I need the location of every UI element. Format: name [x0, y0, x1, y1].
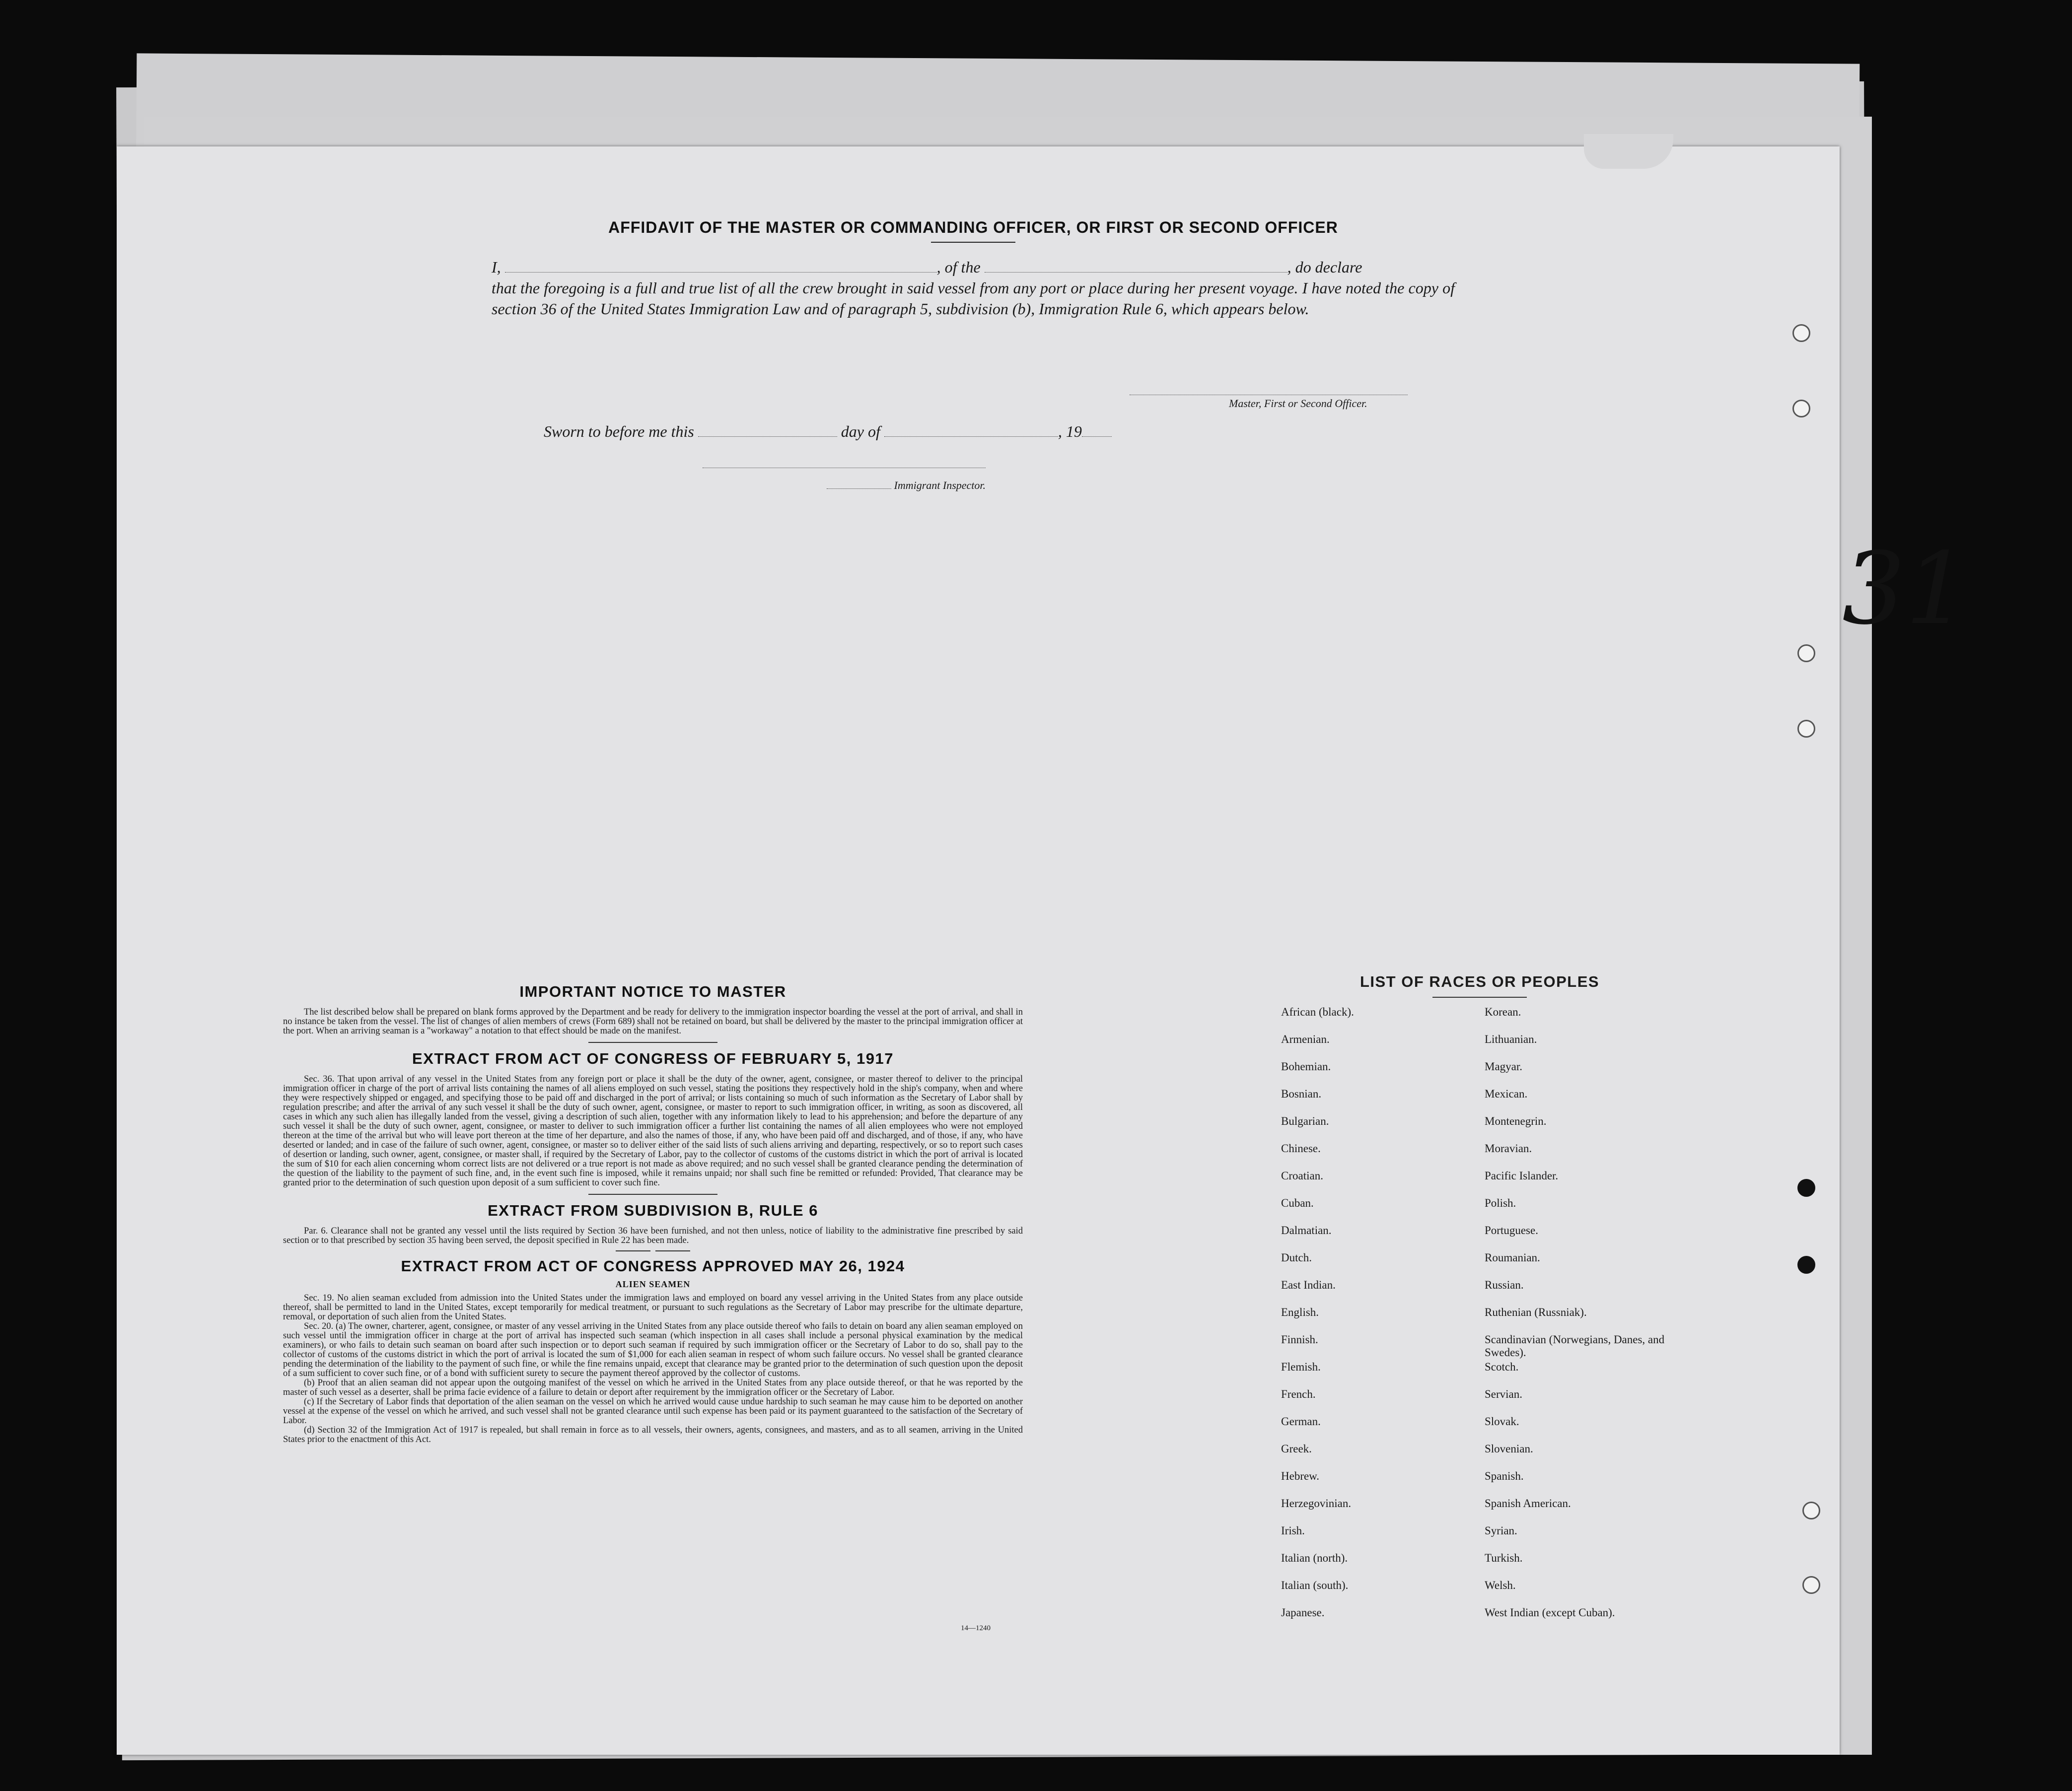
race-item: Italian (north).	[1281, 1552, 1348, 1564]
punch-hole	[1797, 644, 1815, 662]
year-blank[interactable]	[1082, 425, 1112, 437]
alien-seamen-subtitle: ALIEN SEAMEN	[615, 1279, 691, 1289]
race-item: English.	[1281, 1306, 1319, 1318]
punch-hole	[1792, 324, 1810, 342]
race-item: Chinese.	[1281, 1142, 1321, 1155]
sworn-label: Sworn to before me this	[544, 422, 694, 440]
sec20d-text: (d) Section 32 of the Immigration Act of 1917 is repealed, but shall remain in force as to all vessels, their owners, agents, consignees, and masters, and as to all seamen, arriving in the United States prior to the enactment of this Act.	[283, 1425, 1023, 1445]
race-item: Spanish.	[1485, 1470, 1524, 1482]
punch-hole	[1802, 1502, 1820, 1519]
sworn-line	[544, 421, 1189, 442]
race-item: Russian.	[1485, 1279, 1524, 1291]
notice-section	[283, 983, 1023, 1445]
race-item: Finnish.	[1281, 1333, 1318, 1346]
race-item: Scotch.	[1485, 1361, 1519, 1373]
divider	[931, 242, 1015, 243]
extract-1924-title: EXTRACT FROM ACT OF CONGRESS APPROVED MAY 26, 1924	[401, 1257, 905, 1275]
sec20c-text: (c) If the Secretary of Labor finds that deportation of the alien seaman on the vessel on which he arrived would cause undue hardship to such seaman he may cause him to be deported on another vessel at the expense of the vessel on which he arrived, and such vessel shall not be granted clearance until such expense has been paid or its payment guaranteed to the satisfaction of the Secretary of Labor.	[283, 1397, 1023, 1426]
sec20b-text: (b) Proof that an alien seaman did not appear upon the outgoing manifest of the vessel on which he arrived in the United States from any place outside thereof, or that he was reported by the master of such vessel as a deserter, shall be prima facie evidence of a failure to detain or deport after requirement by the immigration officer or the Secretary of Labor.	[283, 1378, 1023, 1397]
race-item: Ruthenian (Russniak).	[1485, 1306, 1587, 1318]
race-item: Pacific Islander.	[1485, 1170, 1559, 1182]
day-blank[interactable]	[698, 425, 837, 437]
punch-hole	[1797, 720, 1815, 738]
notice-text: The list described below shall be prepared on blank forms approved by the Department and be ready for delivery to the immigration inspector boarding the vessel at the port of arrival, and shall in no instance be taken from the vessel. The list of changes of alien members of crews (Form 689) shall not be retained on board, but shall be delivered by the master to the principal immigration officer at the port. When an arriving seaman is a "workaway" a notation to that effect should be made on the manifest.	[283, 1007, 1023, 1036]
race-item: Mexican.	[1485, 1088, 1528, 1100]
punch-hole	[1797, 1179, 1815, 1197]
race-item: Dutch.	[1281, 1251, 1312, 1264]
race-item: Portuguese.	[1485, 1224, 1538, 1237]
affidavit-section	[492, 218, 1455, 319]
race-item: Greek.	[1281, 1443, 1312, 1455]
race-item: Hebrew.	[1281, 1470, 1320, 1482]
divider	[283, 1250, 1023, 1251]
punch-hole	[1797, 1256, 1815, 1274]
race-item: Polish.	[1485, 1197, 1516, 1209]
race-item: Herzegovinian.	[1281, 1497, 1352, 1510]
extract-rule6-title: EXTRACT FROM SUBDIVISION B, RULE 6	[488, 1202, 818, 1219]
affidavit-title: AFFIDAVIT OF THE MASTER OR COMMANDING OFFICER, OR FIRST OR SECOND OFFICER	[608, 218, 1338, 236]
races-section	[1281, 973, 1678, 1619]
month-blank[interactable]	[884, 425, 1058, 437]
day-of-label: day of	[841, 422, 880, 440]
race-item: German.	[1281, 1415, 1321, 1428]
inspector-blank[interactable]	[827, 482, 891, 489]
extract-1917-text: Sec. 36. That upon arrival of any vessel in the United States from any foreign port or place it shall be the duty of the owner, agent, consignee, or master thereof to deliver to the principal immigration officer in charge of the port of arrival lists containing the names of all aliens employed on such vessel, stating the positions they respectively hold in the ship's company, when and where they were respectively shipped or engaged, and specifying those to be paid off and discharged in the port of arrival; or lists containing so much of such information as the Secretary of Labor shall by regulation prescribe; and after the arrival of any such vessel it shall be the duty of such owner, agent, consignee, or master to report to such immigration officer, in writing, as soon as discovered, all cases in which any such alien has illegally landed from the vessel, giving a description of such alien, together with any information likely to lead to his apprehension; and before the departure of any such vessel it shall be the duty of such owner, agent, consignee, or master to deliver to such immigration officer a further list containing the names of all alien employees who were not employed thereon at the time of the arrival but who will leave port thereon at the time of her departure, and also the names of those, if any, who have been paid off and discharged, and of those, if any, who have deserted or landed; and in case of the failure of such owner, agent, consignee, or master so to deliver either of the said lists of such aliens arriving and departing, respectively, or so to report such cases of desertion or landing, such owner, agent, consignee, or master shall, if required by the Secretary of Labor, pay to the collector of customs of the customs district in which the port of arrival is located the sum of $10 for each alien concerning whom correct lists are not delivered or a true report is not made as above required; and no such vessel shall be granted clearance pending the determination of the question of the liability to the payment of such fine, and, in the event such fine is imposed, while it remains unpaid; nor shall such fine be remitted or refunded: Provided, That clearance may be granted prior to the determination of such question upon deposit of a sum sufficient to cover such fine.	[283, 1074, 1023, 1188]
declaration-body: that the foregoing is a full and true list of all the crew brought in said vessel from any port or place during her present voyage. I have noted the copy of section 36 of the United States Immigration Law and of paragraph 5, subdivision (b), Immigration Rule 6, which appears below.	[492, 279, 1455, 318]
race-item: Dalmatian.	[1281, 1224, 1332, 1237]
master-signature-label: Master, First or Second Officer.	[1229, 397, 1367, 410]
race-item: Spanish American.	[1485, 1497, 1571, 1510]
race-item: Slovak.	[1485, 1415, 1519, 1428]
races-title: LIST OF RACES OR PEOPLES	[1359, 973, 1600, 990]
race-item: Korean.	[1485, 1006, 1521, 1018]
race-item: Turkish.	[1485, 1552, 1523, 1564]
race-item: Slovenian.	[1485, 1443, 1533, 1455]
torn-corner	[1584, 134, 1673, 169]
race-item: Bohemian.	[1281, 1060, 1331, 1073]
race-item: Scandinavian (Norwegians, Danes, and Swedes).	[1485, 1333, 1665, 1359]
form-number: 14—1240	[961, 1624, 991, 1632]
extract-1917-title: EXTRACT FROM ACT OF CONGRESS OF FEBRUARY 5, 1917	[412, 1050, 894, 1067]
race-item: East Indian.	[1281, 1279, 1336, 1291]
sec19-text: Sec. 19. No alien seaman excluded from admission into the United States under the immigration laws and employed on board any vessel arriving in the United States from any place outside thereof, shall be permitted to land in the United States, except temporarily for medical treatment, or pursuant to such regulations as the Secretary of Labor may prescribe for the ultimate departure, removal, or deportation of such alien from the United States.	[283, 1293, 1023, 1322]
notice-title: IMPORTANT NOTICE TO MASTER	[519, 983, 786, 1000]
race-item: Lithuanian.	[1485, 1033, 1537, 1045]
declaration-line	[492, 257, 1455, 277]
inspector-text: Immigrant Inspector.	[894, 479, 986, 491]
declaration-end: , do declare	[1287, 258, 1362, 276]
race-item: African (black).	[1281, 1006, 1354, 1018]
punch-hole	[1802, 1576, 1820, 1594]
race-item: Syrian.	[1485, 1524, 1517, 1537]
handwritten-number: 31	[1842, 531, 1969, 647]
punch-hole	[1792, 400, 1810, 417]
name-blank[interactable]	[505, 261, 937, 273]
race-item: Cuban.	[1281, 1197, 1314, 1209]
races-right-column	[1485, 1006, 1693, 1634]
divider	[588, 1042, 717, 1043]
race-item: Moravian.	[1485, 1142, 1532, 1155]
race-item: Bosnian.	[1281, 1088, 1322, 1100]
race-item: Montenegrin.	[1485, 1115, 1547, 1127]
divider	[588, 1194, 717, 1195]
year-label: , 19	[1058, 422, 1082, 440]
race-item: Japanese.	[1281, 1606, 1325, 1619]
extract-rule6-text: Par. 6. Clearance shall not be granted any vessel until the lists required by Section 36 have been furnished, and not then unless, notice of liability to the administrative fine prescribed by said section or to that prescribed by section 35 having been served, the deposit specified in Rule 22 has been made.	[283, 1226, 1023, 1245]
sec20a-text: Sec. 20. (a) The owner, charterer, agent, consignee, or master of any vessel arriving in the United States from any place outside thereof who fails to detain on board any alien seaman employed on such vessel until the immigration officer in charge at the port of arrival has inspected such seaman (which inspection in all cases shall include a personal physical examination by the medical examiners), or who fails to detain such seaman on board after such inspection or to deport such seaman if required by such immigration officer or the Secretary of Labor to do so, shall pay to the collector of customs of the customs district in which the port of arrival is located the sum of $1,000 for each alien seaman in respect of whom such failure occurs. No vessel shall be granted clearance pending the determination of the liability to the payment of such fine, or while the fine remains unpaid, except that clearance may be granted prior to the determination of such question upon the deposit of a sum sufficient to cover such fine, or of a bond with sufficient surety to secure the payment thereof approved by the collector of customs.	[283, 1321, 1023, 1378]
race-item: West Indian (except Cuban).	[1485, 1606, 1615, 1619]
divider	[1432, 997, 1527, 998]
race-item: French.	[1281, 1388, 1316, 1400]
race-item: Roumanian.	[1485, 1251, 1540, 1264]
race-item: Armenian.	[1281, 1033, 1330, 1045]
race-item: Croatian.	[1281, 1170, 1323, 1182]
race-item: Bulgarian.	[1281, 1115, 1329, 1127]
race-item: Welsh.	[1485, 1579, 1516, 1591]
inspector-label	[827, 479, 986, 492]
race-item: Irish.	[1281, 1524, 1305, 1537]
races-left-column	[1281, 1006, 1460, 1634]
declaration-mid: , of the	[936, 258, 981, 276]
declaration-start: I,	[492, 258, 501, 276]
race-item: Italian (south).	[1281, 1579, 1349, 1591]
vessel-blank[interactable]	[985, 261, 1287, 273]
race-item: Magyar.	[1485, 1060, 1523, 1073]
race-item: Servian.	[1485, 1388, 1523, 1400]
race-item: Flemish.	[1281, 1361, 1321, 1373]
